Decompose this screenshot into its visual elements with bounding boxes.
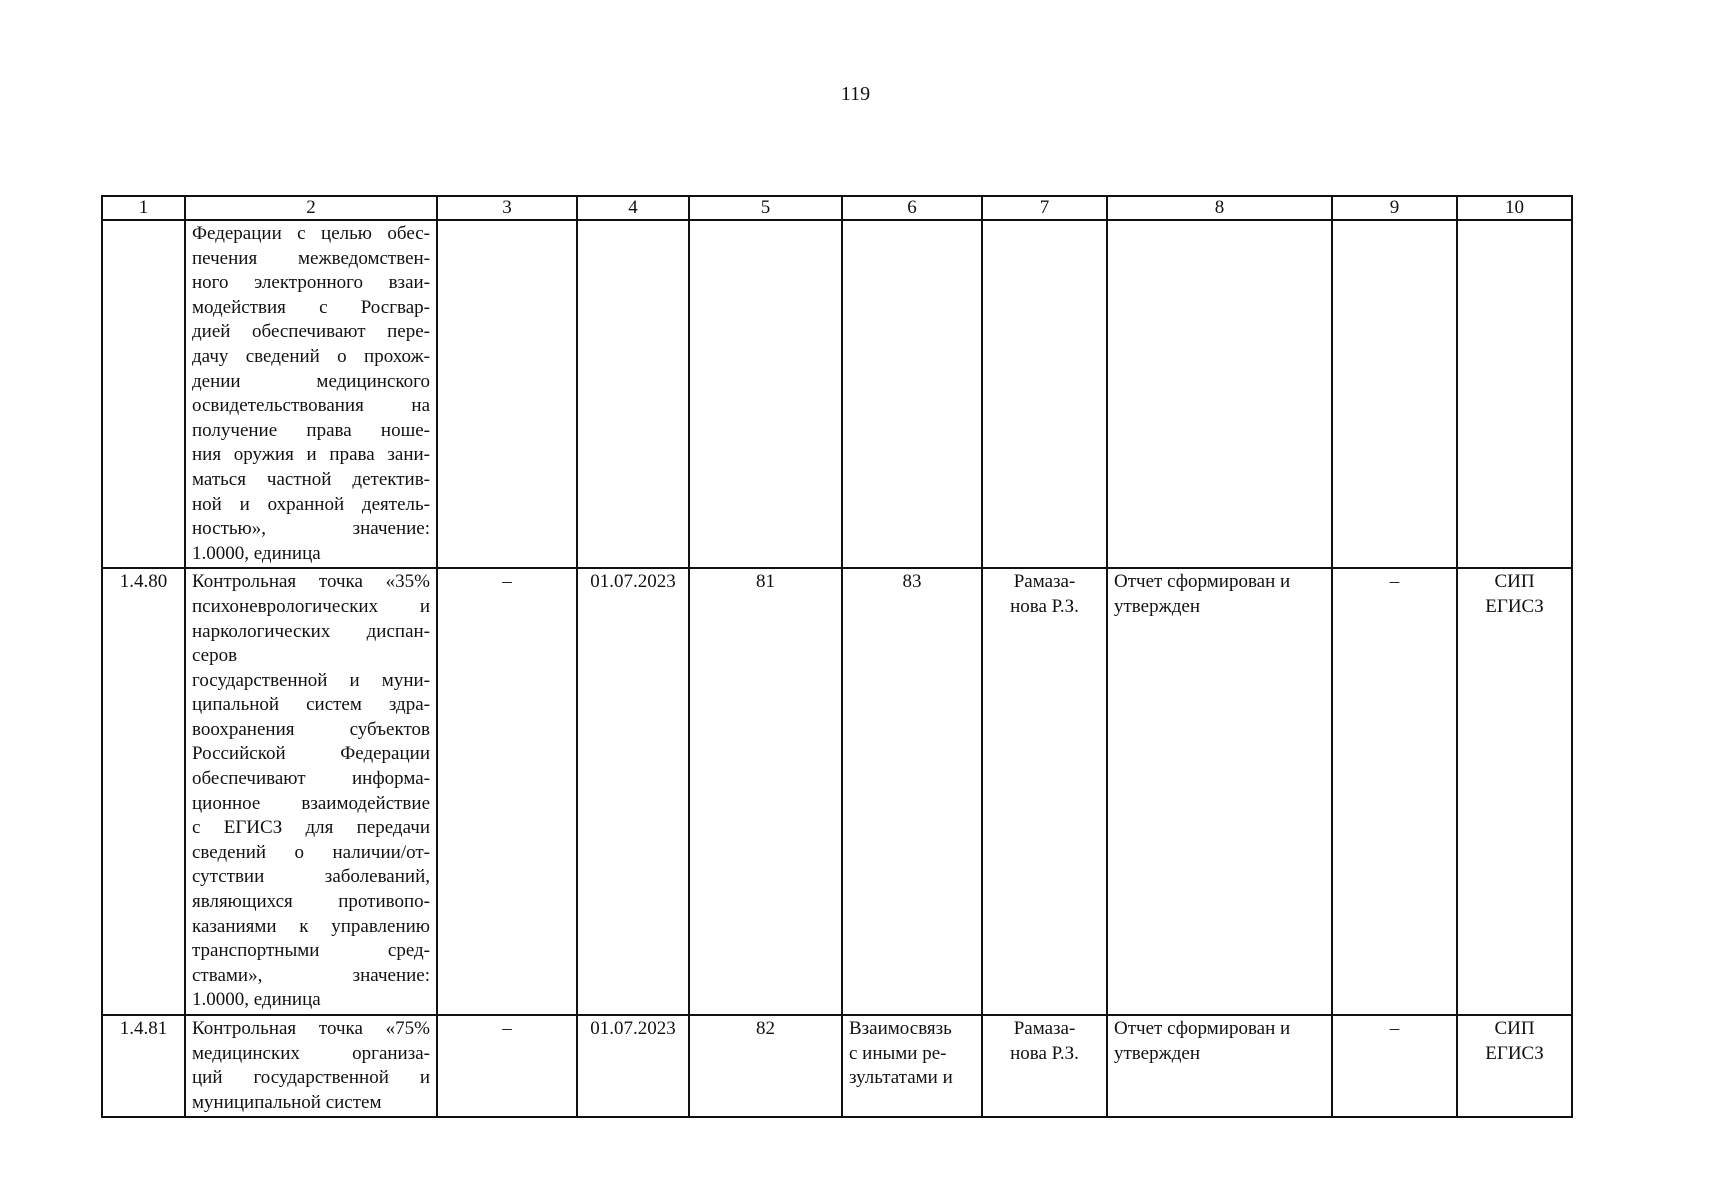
table-cell-col7 xyxy=(982,220,1107,568)
column-number: 10 xyxy=(1457,196,1572,220)
table-cell-col9: – xyxy=(1332,568,1457,1015)
column-number: 8 xyxy=(1107,196,1332,220)
table-cell-col5 xyxy=(689,220,842,568)
table-row xyxy=(102,568,1572,1015)
cell-text-line: ционное взаимодействие xyxy=(192,792,430,814)
cell-text-line: муниципальной систем xyxy=(192,1091,382,1113)
cell-text-line: освидетельствования на xyxy=(192,395,430,417)
cell-text-line: зультатами и xyxy=(849,1067,953,1089)
cell-text-line: Контрольная точка «35% xyxy=(192,571,430,593)
cell-text-line: психоневрологических и xyxy=(192,595,430,617)
cell-text-line: 1.0000, единица xyxy=(192,542,321,564)
cell-text-line: ностью», значение: xyxy=(192,518,430,540)
cell-text-line: дачу сведений о прохож- xyxy=(192,345,430,367)
table-cell-col2 xyxy=(185,568,437,1015)
cell-text-line: ной и охранной деятель- xyxy=(192,493,430,515)
cell-text-line: маться частной детектив- xyxy=(192,468,430,490)
cell-text-line: являющихся противопо- xyxy=(192,891,430,913)
cell-text-line: модействия с Росгвар- xyxy=(192,296,430,318)
table-cell-col9 xyxy=(1332,220,1457,568)
column-number: 5 xyxy=(689,196,842,220)
cell-text-line: сутствии заболеваний, xyxy=(192,866,430,888)
table-cell-col2 xyxy=(185,1015,437,1117)
column-number: 9 xyxy=(1332,196,1457,220)
cell-text-line: сведений о наличии/от- xyxy=(192,841,430,863)
cell-text-line: Отчет сформирован и xyxy=(1114,571,1291,593)
column-number: 4 xyxy=(577,196,689,220)
table-cell-col1: 1.4.81 xyxy=(102,1015,185,1117)
page-number: 119 xyxy=(840,83,871,105)
cell-text-line: нова Р.З. xyxy=(1010,595,1079,617)
cell-text-line: обеспечивают информа- xyxy=(192,768,430,790)
table-cell-col6 xyxy=(842,220,982,568)
cell-text-line: 83 xyxy=(902,571,922,593)
cell-text-line: ЕГИСЗ xyxy=(1485,595,1544,617)
cell-text-line: СИП xyxy=(1494,571,1535,593)
cell-text-line: ного электронного взаи- xyxy=(192,272,430,294)
cell-text-line: дией обеспечивают пере- xyxy=(192,321,430,343)
cell-text-line: печения межведомствен- xyxy=(192,247,430,269)
cell-text-line: транспортными сред- xyxy=(192,940,430,962)
table-cell-col4 xyxy=(577,220,689,568)
table-body xyxy=(102,220,1572,1117)
table-cell-col10 xyxy=(1457,220,1572,568)
cell-text-line: Отчет сформирован и xyxy=(1114,1018,1291,1039)
cell-text-line: ния оружия и права зани- xyxy=(192,444,430,466)
cell-text-line: с иными ре- xyxy=(849,1042,947,1064)
table-cell-col6 xyxy=(842,568,982,1015)
cell-text-line: получение права ноше- xyxy=(192,419,430,441)
plan-table xyxy=(101,195,1573,1118)
cell-text-line: казаниями к управлению xyxy=(192,915,430,937)
table-cell-col3 xyxy=(437,220,577,568)
column-number: 6 xyxy=(842,196,982,220)
cell-text-line: утвержден xyxy=(1114,595,1200,617)
cell-text-line: серов xyxy=(192,645,238,667)
column-number-row xyxy=(102,196,1572,220)
table-cell-col4: 01.07.2023 xyxy=(577,1015,689,1117)
table-cell-col8 xyxy=(1107,568,1332,1015)
table-cell-col5: 82 xyxy=(689,1015,842,1117)
column-number: 1 xyxy=(102,196,185,220)
cell-text-line: утвержден xyxy=(1114,1042,1200,1064)
cell-text-line: СИП xyxy=(1494,1018,1535,1039)
cell-text-line: ЕГИСЗ xyxy=(1485,1042,1544,1064)
cell-text-line: Федерации с целью обес- xyxy=(192,223,430,244)
column-number: 2 xyxy=(185,196,437,220)
table-cell-col3: – xyxy=(437,568,577,1015)
cell-text-line: дении медицинского xyxy=(192,370,430,392)
cell-text-line: Взаимосвязь xyxy=(849,1018,952,1039)
table-cell-col4: 01.07.2023 xyxy=(577,568,689,1015)
table-cell-col5: 81 xyxy=(689,568,842,1015)
table-row xyxy=(102,1015,1572,1117)
table-cell-col7 xyxy=(982,568,1107,1015)
table-row xyxy=(102,220,1572,568)
cell-text-line: ципальной систем здра- xyxy=(192,694,430,716)
cell-text-line: Контрольная точка «75% xyxy=(192,1018,430,1039)
cell-text-line: 1.0000, единица xyxy=(192,989,321,1011)
cell-text-line: воохранения субъектов xyxy=(192,718,430,740)
cell-text-line: Рамаза- xyxy=(1013,1018,1076,1039)
table-cell-col9: – xyxy=(1332,1015,1457,1117)
table-cell-col10 xyxy=(1457,568,1572,1015)
cell-text-line: Российской Федерации xyxy=(192,743,430,765)
cell-text-line: медицинских организа- xyxy=(192,1042,430,1064)
cell-text-line: ций государственной и xyxy=(192,1067,430,1089)
cell-text-line: наркологических диспан- xyxy=(192,620,430,642)
table-cell-col1 xyxy=(102,220,185,568)
cell-text-line: нова Р.З. xyxy=(1010,1042,1079,1064)
column-number: 3 xyxy=(437,196,577,220)
table-cell-col2 xyxy=(185,220,437,568)
cell-text-line: ствами», значение: xyxy=(192,964,430,986)
cell-text-line: Рамаза- xyxy=(1013,571,1076,593)
table-cell-col10 xyxy=(1457,1015,1572,1117)
table-cell-col8 xyxy=(1107,220,1332,568)
column-number: 7 xyxy=(982,196,1107,220)
table-cell-col3: – xyxy=(437,1015,577,1117)
cell-text-line: государственной и муни- xyxy=(192,669,430,691)
cell-text-line: с ЕГИСЗ для передачи xyxy=(192,817,430,839)
table-cell-col8 xyxy=(1107,1015,1332,1117)
table-cell-col7 xyxy=(982,1015,1107,1117)
table-cell-col1: 1.4.80 xyxy=(102,568,185,1015)
table-cell-col6 xyxy=(842,1015,982,1117)
